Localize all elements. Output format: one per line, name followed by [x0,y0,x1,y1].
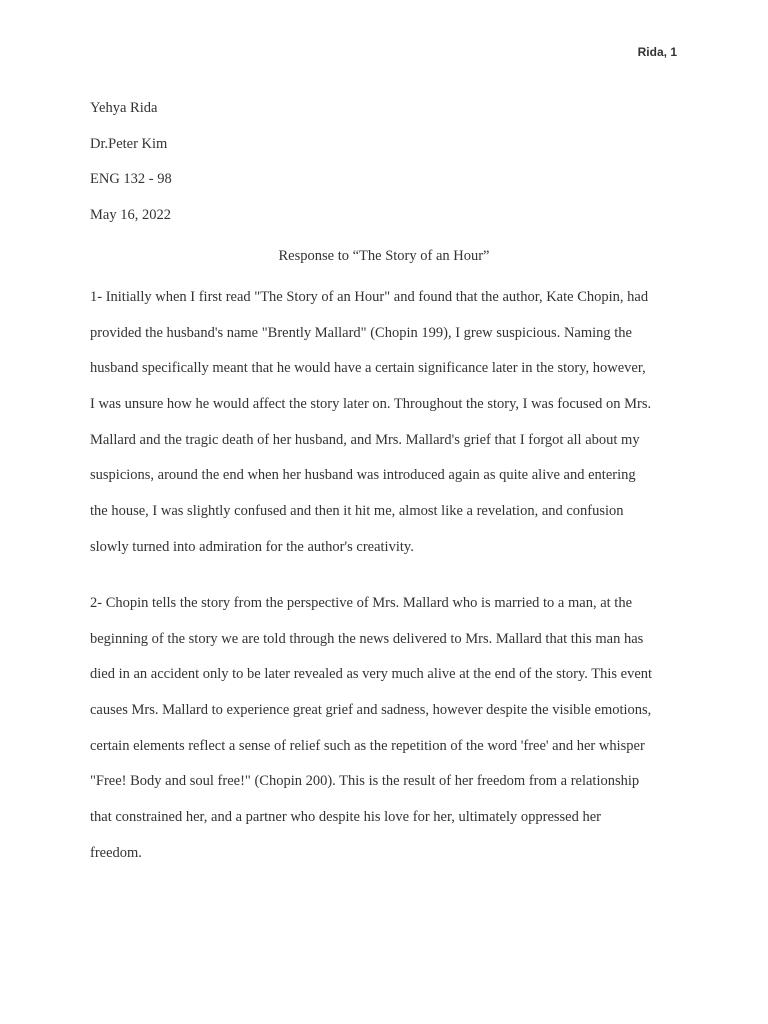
document-title: Response to “The Story of an Hour” [278,248,490,264]
paragraph-line: 2- Chopin tells the story from the perspective of Mrs. Mallard who is married to a man, at the [90,595,633,611]
paragraph-line: the house, I was slightly confused and then it hit me, almost like a revelation, and confusion [90,503,624,520]
paragraph-line: provided the husband's name "Brently Mallard" (Chopin 199), I grew suspicious. Naming the [90,324,632,341]
paragraph-line: husband specifically meant that he would have a certain significance later in the story, however, [90,360,646,377]
paragraph-line: "Free! Body and soul free!" (Chopin 200). This is the result of her freedom from a relationship [90,773,640,790]
paragraph-line: 1- Initially when I first read "The Story of an Hour" and found that the author, Kate Chopin, had [90,289,649,305]
paragraph-line: died in an accident only to be later revealed as very much alive at the end of the story. This event [90,666,653,683]
paragraph-line: freedom. [90,844,142,861]
running-head: Rida, 1 [637,45,677,59]
paragraph-2 [90,586,682,872]
paragraph-line: beginning of the story we are told through the news delivered to Mrs. Mallard that this man has [90,630,644,647]
student-name: Yehya Rida [90,100,158,116]
paragraph-line: certain elements reflect a sense of relief such as the repetition of the word 'free' and her whisper [90,737,645,754]
paragraph-1 [90,280,682,566]
mla-header [90,91,680,233]
paragraph-line: slowly turned into admiration for the author's creativity. [90,538,414,555]
paragraph-line: suspicions, around the end when her husband was introduced again as quite alive and entering [90,467,636,484]
paragraph-line: Mallard and the tragic death of her husband, and Mrs. Mallard's grief that I forgot all about my [90,431,640,448]
paragraph-line: causes Mrs. Mallard to experience great grief and sadness, however despite the visible emotions, [90,702,652,719]
paragraph-line: that constrained her, and a partner who despite his love for her, ultimately oppressed her [90,809,602,826]
submission-date: May 16, 2022 [90,206,171,223]
course-code: ENG 132 - 98 [90,171,172,187]
paragraph-line: I was unsure how he would affect the story later on. Throughout the story, I was focused on Mrs. [90,396,652,413]
instructor-name: Dr.Peter Kim [90,135,168,152]
